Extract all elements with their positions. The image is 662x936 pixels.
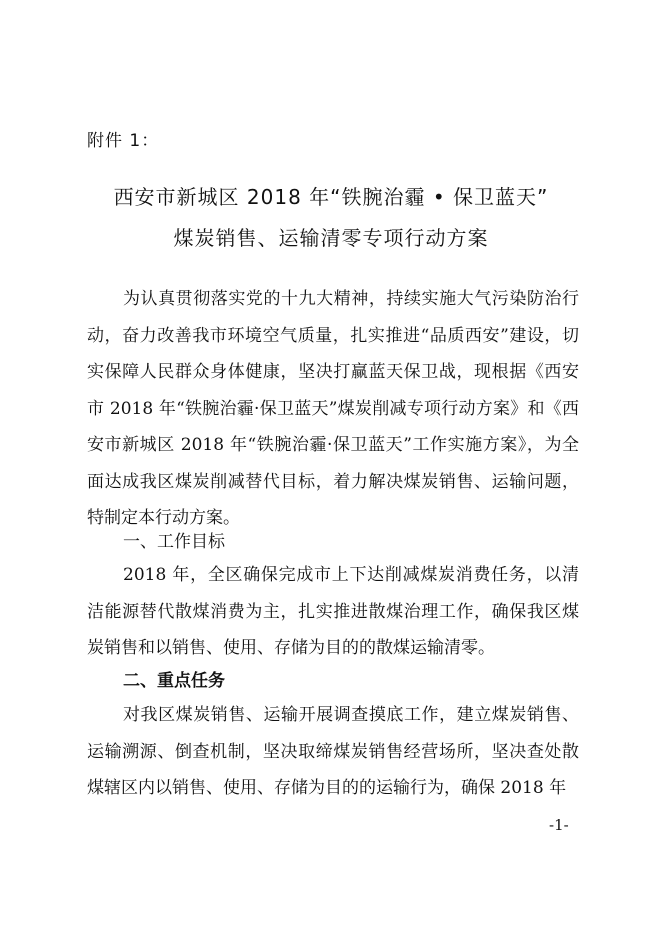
section-body-tasks: 对我区煤炭销售、运输开展调查摸底工作，建立煤炭销售、运输溯源、倒查机制，坚决取缔煤炭销售经营场所，坚决查处散煤辖区内以销售、使用、存储为目的的运输行为，确保 2018 年 — [87, 705, 579, 798]
section-heading-goals: 一、工作目标 — [123, 532, 225, 552]
section-body-goals: 2018 年，全区确保完成市上下达削减煤炭消费任务，以清洁能源替代散煤消费为主，扎实推进散煤治理工作，确保我区煤炭销售和以销售、使用、存储为目的的散煤运输清零。 — [87, 565, 579, 658]
page-number: -1- — [549, 816, 569, 834]
document-title-line-1: 西安市新城区 2018 年“铁腕治霾 • 保卫蓝天” — [113, 185, 549, 209]
section-heading-tasks: 二、重点任务 — [123, 671, 225, 691]
attachment-label: 附件 1： — [87, 131, 160, 151]
document-title-line-2: 煤炭销售、运输清零专项行动方案 — [173, 226, 489, 250]
intro-paragraph: 为认真贯彻落实党的十九大精神，持续实施大气污染防治行动，奋力改善我市环境空气质量，扎实推进“品质西安”建设，切实保障人民群众身体健康，坚决打赢蓝天保卫战，现根据《西安市 2018 年“铁腕治霾·保卫蓝天”煤炭削减专项行动方案》和《西安市新城区 2018 年“铁腕治霾·保卫蓝天”工作实施方案》，为全面达成我区煤炭削减替代目标，着力解决煤炭销售、运输问题，特制定本行动方案。 — [87, 289, 579, 528]
